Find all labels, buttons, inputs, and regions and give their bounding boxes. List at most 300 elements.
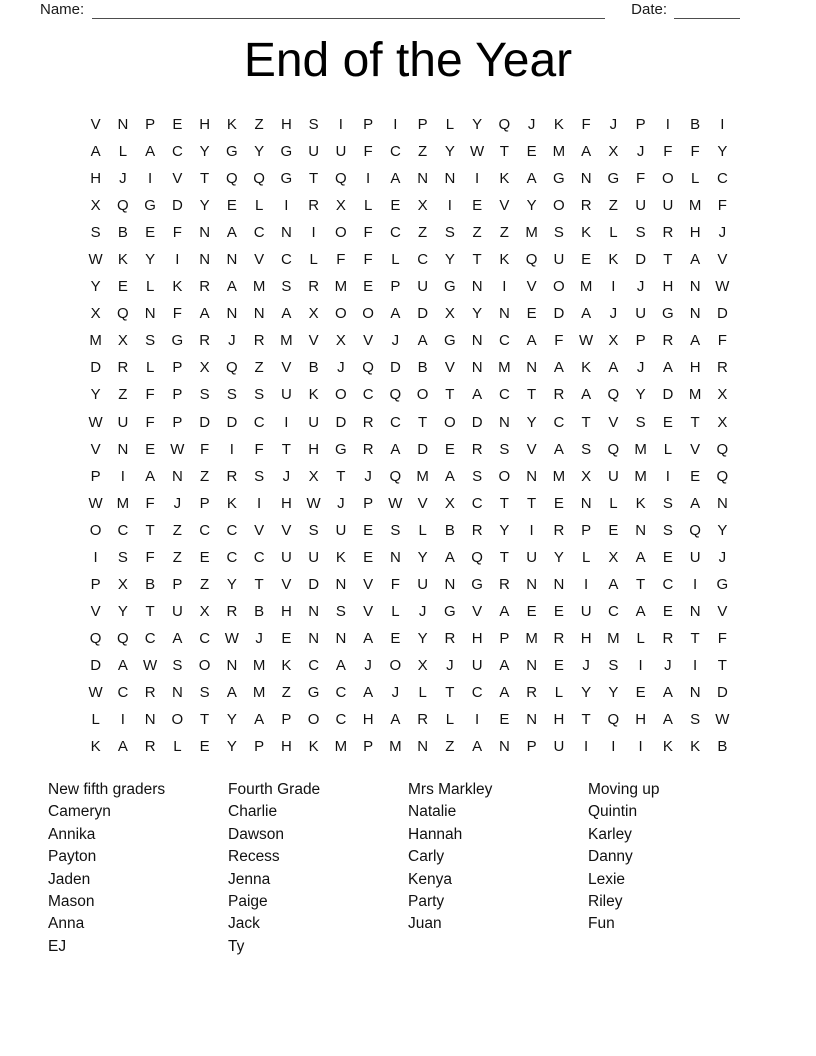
grid-letter: R (444, 629, 456, 647)
grid-letter: J (446, 656, 454, 674)
grid-letter: S (553, 224, 564, 242)
grid-letter: L (663, 440, 673, 458)
word-item: Fun (588, 915, 615, 933)
grid-letter: V (526, 278, 537, 296)
grid-letter: C (226, 548, 238, 566)
word-list (48, 779, 768, 958)
grid-letter: X (717, 413, 728, 431)
grid-letter: E (363, 521, 374, 539)
grid-letter: E (526, 602, 537, 620)
grid-letter: N (335, 575, 347, 593)
grid-letter: S (444, 224, 455, 242)
grid-letter: F (172, 305, 182, 323)
grid-letter: A (390, 170, 401, 188)
grid-letter: J (609, 116, 618, 134)
grid-letter: I (393, 116, 398, 134)
grid-letter: N (144, 711, 156, 729)
grid-letter: O (362, 305, 374, 323)
date-blank-line (674, 3, 740, 19)
grid-letter: I (584, 738, 589, 756)
grid-letter: Z (254, 359, 264, 377)
grid-letter: X (608, 332, 619, 350)
grid-letter: E (526, 305, 537, 323)
grid-letter: O (335, 224, 347, 242)
grid-letter: Z (472, 224, 482, 242)
grid-letter: N (117, 440, 129, 458)
grid-letter: Q (607, 386, 620, 404)
grid-letter: S (635, 224, 646, 242)
grid-letter: C (498, 332, 510, 350)
grid-letter: F (254, 440, 264, 458)
grid-letter: E (608, 521, 619, 539)
grid-letter: Z (118, 386, 128, 404)
grid-letter: G (716, 575, 729, 593)
grid-letter: R (417, 711, 429, 729)
grid-letter: D (308, 575, 320, 593)
grid-letter: M (252, 656, 266, 674)
grid-letter: Y (417, 629, 428, 647)
grid-letter: S (635, 413, 646, 431)
grid-letter: T (499, 143, 509, 161)
grid-letter: R (199, 278, 211, 296)
grid-letter: W (170, 440, 185, 458)
word-item: Lexie (588, 870, 626, 888)
grid-letter: B (145, 575, 156, 593)
grid-letter: Z (418, 224, 428, 242)
grid-letter: A (499, 656, 510, 674)
grid-letter: G (444, 332, 456, 350)
grid-letter: N (689, 684, 701, 701)
word-item: Jenna (228, 870, 271, 888)
grid-letter: P (199, 494, 210, 512)
grid-letter: I (475, 711, 480, 729)
grid-letter: T (445, 386, 455, 404)
grid-letter: U (471, 656, 483, 674)
grid-letter: M (280, 332, 293, 350)
grid-letter: N (308, 629, 320, 647)
grid-letter: E (390, 629, 401, 647)
grid-letter: N (335, 629, 347, 647)
grid-letter: B (717, 738, 728, 756)
grid-letter: A (581, 386, 592, 404)
grid-letter: L (581, 548, 591, 566)
grid-letter: T (200, 711, 210, 729)
grid-letter: Q (226, 359, 238, 377)
grid-letter: Z (281, 684, 291, 701)
grid-letter: S (226, 386, 237, 404)
grid-letter: V (254, 251, 265, 269)
grid-letter: Z (172, 521, 182, 539)
grid-letter: Q (389, 386, 402, 404)
grid-letter: C (171, 143, 183, 161)
grid-letter: E (444, 440, 455, 458)
grid-letter: V (281, 521, 292, 539)
grid-letter: Y (717, 521, 728, 539)
grid-letter: Y (608, 684, 619, 701)
grid-letter: H (280, 738, 292, 756)
grid-letter: R (308, 197, 320, 215)
grid-letter: Q (253, 170, 265, 188)
word-item: Anna (48, 915, 85, 933)
grid-letter: R (662, 629, 674, 647)
grid-letter: A (363, 684, 374, 701)
grid-letter: M (252, 278, 266, 296)
word-item: Fourth Grade (228, 781, 321, 798)
word-item: Annika (48, 825, 96, 843)
grid-letter: O (171, 711, 184, 729)
grid-letter: L (363, 197, 373, 215)
grid-letter: J (337, 359, 345, 377)
word-item: Quintin (588, 803, 638, 821)
grid-letter: Y (526, 413, 537, 431)
grid-letter: X (117, 332, 128, 350)
grid-letter: R (253, 332, 265, 350)
grid-letter: J (282, 467, 291, 485)
grid-letter: A (553, 440, 564, 458)
grid-letter: Q (525, 251, 538, 269)
word-item: Dawson (228, 825, 284, 843)
grid-letter: K (117, 251, 128, 269)
grid-letter: S (308, 116, 319, 134)
grid-letter: E (662, 548, 673, 566)
grid-letter: Q (117, 197, 129, 215)
grid-letter: K (553, 116, 564, 134)
grid-letter: T (499, 494, 509, 512)
grid-letter: Y (145, 251, 156, 269)
grid-letter: O (553, 278, 565, 296)
grid-letter: R (471, 440, 483, 458)
grid-letter: M (334, 278, 348, 296)
grid-letter: U (280, 386, 292, 404)
grid-letter: I (502, 278, 507, 296)
name-label: Name: (40, 1, 85, 18)
grid-letter: W (224, 629, 239, 647)
grid-letter: N (689, 278, 701, 296)
grid-letter: R (144, 684, 156, 701)
grid-letter: L (391, 602, 400, 620)
grid-letter: K (172, 278, 183, 296)
grid-letter: R (308, 278, 320, 296)
grid-letter: R (662, 224, 674, 242)
grid-letter: D (635, 251, 647, 269)
grid-letter: U (171, 602, 183, 620)
grid-letter: M (634, 440, 647, 458)
grid-letter: N (498, 413, 510, 431)
grid-letter: C (553, 413, 565, 431)
grid-letter: N (117, 116, 129, 134)
grid-letter: J (391, 684, 400, 701)
grid-letter: C (417, 251, 429, 269)
grid-letter: S (662, 494, 673, 512)
grid-letter: Y (444, 251, 455, 269)
grid-letter: U (335, 143, 347, 161)
grid-letter: C (362, 386, 374, 404)
grid-letter: L (609, 494, 618, 512)
grid-letter: H (553, 711, 565, 729)
grid-letter: C (253, 413, 265, 431)
grid-letter: W (388, 494, 403, 512)
grid-letter: K (226, 116, 237, 134)
grid-letter: D (417, 440, 429, 458)
grid-letter: U (635, 197, 647, 215)
grid-letter: A (226, 224, 237, 242)
grid-letter: I (611, 738, 616, 756)
word-item: Payton (48, 848, 97, 866)
grid-letter: J (718, 548, 727, 566)
grid-letter: P (90, 467, 101, 485)
grid-letter: V (526, 440, 537, 458)
grid-letter: S (472, 467, 483, 485)
grid-letter: S (117, 548, 128, 566)
grid-letter: N (526, 656, 538, 674)
grid-letter: A (281, 305, 292, 323)
grid-letter: S (254, 467, 265, 485)
grid-letter: C (607, 602, 619, 620)
grid-letter: A (635, 602, 646, 620)
grid-letter: T (254, 575, 264, 593)
grid-letter: X (199, 602, 210, 620)
grid-letter: Y (635, 386, 646, 404)
grid-letter: M (334, 738, 348, 756)
page-title: End of the Year (243, 34, 573, 87)
grid-letter: S (199, 684, 210, 701)
date-label: Date: (631, 1, 667, 18)
grid-letter: T (527, 494, 537, 512)
grid-letter: C (308, 656, 320, 674)
grid-letter: F (690, 143, 700, 161)
grid-letter: N (171, 467, 183, 485)
grid-letter: I (611, 278, 616, 296)
grid-letter: M (552, 143, 566, 161)
grid-letter: S (172, 656, 183, 674)
grid-letter: L (118, 143, 128, 161)
grid-letter: Q (689, 521, 701, 539)
grid-letter: X (90, 305, 101, 323)
grid-letter: T (499, 548, 509, 566)
grid-letter: L (309, 251, 318, 269)
grid-letter: O (416, 386, 429, 404)
grid-letter: V (90, 116, 101, 134)
grid-letter: P (363, 738, 374, 756)
grid-letter: J (527, 116, 536, 134)
grid-letter: F (717, 197, 727, 215)
word-item: Jaden (48, 870, 91, 888)
grid-letter: T (200, 170, 210, 188)
grid-letter: V (717, 251, 728, 269)
grid-letter: H (689, 359, 701, 377)
grid-letter: X (417, 656, 428, 674)
grid-letter: C (199, 521, 211, 539)
grid-letter: X (90, 197, 101, 215)
grid-letter: X (308, 305, 319, 323)
grid-letter: K (499, 251, 510, 269)
grid-letter: X (608, 143, 619, 161)
grid-letter: A (145, 467, 156, 485)
grid-letter: G (471, 575, 483, 593)
grid-letter: M (525, 224, 538, 242)
grid-letter: D (553, 305, 565, 323)
grid-letter: A (690, 494, 701, 512)
grid-letter: J (255, 629, 263, 647)
grid-letter: S (335, 602, 346, 620)
grid-letter: X (717, 386, 728, 404)
grid-letter: I (148, 170, 153, 188)
word-item: Ty (228, 937, 245, 955)
word-item: Hannah (408, 825, 463, 843)
grid-letter: V (363, 575, 374, 593)
grid-letter: S (90, 224, 101, 242)
grid-letter: U (553, 738, 565, 756)
grid-letter: E (553, 656, 564, 674)
word-item: EJ (48, 937, 67, 955)
grid-letter: N (471, 359, 483, 377)
grid-letter: H (362, 711, 374, 729)
grid-letter: H (580, 629, 592, 647)
grid-letter: I (366, 170, 371, 188)
grid-letter: I (584, 575, 589, 593)
grid-letter: T (445, 684, 455, 701)
grid-letter: E (363, 278, 374, 296)
grid-letter: A (117, 656, 128, 674)
grid-letter: C (144, 629, 156, 647)
grid-letter: A (444, 548, 455, 566)
grid-letter: O (553, 197, 565, 215)
grid-letter: Z (254, 116, 264, 134)
grid-letter: S (690, 711, 701, 729)
grid-letter: T (472, 251, 482, 269)
grid-letter: Y (499, 521, 510, 539)
grid-letter: N (171, 684, 183, 701)
grid-letter: G (280, 143, 293, 161)
grid-letter: T (309, 170, 319, 188)
grid-letter: A (390, 711, 401, 729)
grid-letter: Z (418, 143, 428, 161)
grid-letter: E (581, 251, 592, 269)
grid-letter: J (391, 332, 400, 350)
grid-letter: A (254, 711, 265, 729)
grid-letter: I (257, 494, 262, 512)
grid-letter: R (580, 197, 592, 215)
grid-letter: V (363, 602, 374, 620)
grid-letter: X (335, 332, 346, 350)
grid-letter: E (499, 711, 510, 729)
grid-letter: R (716, 359, 728, 377)
grid-letter: N (689, 602, 701, 620)
grid-letter: N (280, 224, 292, 242)
grid-letter: E (553, 494, 564, 512)
grid-letter: U (117, 413, 129, 431)
grid-letter: S (199, 386, 210, 404)
grid-letter: F (363, 251, 373, 269)
grid-letter: J (364, 656, 372, 674)
grid-letter: T (690, 629, 700, 647)
grid-letter: X (308, 467, 319, 485)
word-item: Natalie (408, 803, 457, 821)
grid-letter: W (88, 494, 103, 512)
grid-letter: P (635, 116, 646, 134)
grid-letter: G (171, 332, 184, 350)
word-item: Mason (48, 893, 95, 911)
grid-letter: T (418, 413, 428, 431)
grid-letter: C (471, 494, 483, 512)
grid-letter: C (226, 521, 238, 539)
grid-letter: Z (608, 197, 618, 215)
grid-letter: A (444, 467, 455, 485)
word-list-column (408, 779, 588, 958)
grid-letter: J (228, 332, 236, 350)
grid-letter: J (364, 467, 372, 485)
grid-letter: S (145, 332, 156, 350)
grid-letter: D (662, 386, 674, 404)
grid-letter: J (173, 494, 182, 512)
grid-letter: Q (498, 116, 511, 134)
grid-letter: H (90, 170, 102, 188)
grid-letter: V (281, 359, 292, 377)
grid-letter: M (552, 467, 566, 485)
grid-letter: X (199, 359, 210, 377)
grid-letter: G (553, 170, 565, 188)
grid-letter: K (308, 738, 319, 756)
grid-letter: A (199, 305, 210, 323)
grid-letter: I (693, 575, 698, 593)
grid-letter: Q (389, 467, 402, 485)
grid-letter: F (145, 386, 155, 404)
grid-letter: W (715, 711, 730, 729)
grid-letter: X (417, 197, 428, 215)
grid-letter: I (284, 197, 289, 215)
grid-letter: U (553, 251, 565, 269)
grid-letter: D (716, 305, 728, 323)
grid-letter: D (417, 305, 429, 323)
grid-letter: W (470, 143, 485, 161)
grid-letter: S (254, 386, 265, 404)
word-item: New fifth graders (48, 781, 166, 798)
grid-letter: U (308, 548, 320, 566)
grid-letter: Z (499, 224, 509, 242)
grid-letter: D (716, 684, 728, 701)
grid-letter: I (693, 656, 698, 674)
grid-letter: K (635, 494, 646, 512)
grid-letter: V (281, 575, 292, 593)
grid-letter: D (389, 359, 401, 377)
grid-letter: E (145, 224, 156, 242)
grid-letter: G (144, 197, 156, 215)
header (40, 1, 740, 19)
grid-letter: A (608, 359, 619, 377)
grid-letter: Q (362, 359, 374, 377)
grid-letter: R (117, 359, 129, 377)
grid-letter: P (363, 494, 374, 512)
grid-letter: O (444, 413, 456, 431)
grid-letter: T (663, 251, 673, 269)
name-blank-line (92, 3, 605, 19)
grid-letter: C (199, 629, 211, 647)
grid-letter: N (444, 170, 456, 188)
grid-letter: A (608, 575, 619, 593)
grid-letter: P (172, 386, 183, 404)
grid-letter: N (716, 494, 728, 512)
word-item: Mrs Markley (408, 781, 493, 798)
grid-letter: A (690, 251, 701, 269)
grid-letter: A (662, 711, 673, 729)
grid-letter: L (445, 116, 455, 134)
grid-letter: U (607, 467, 619, 485)
grid-letter: N (471, 332, 483, 350)
grid-letter: P (581, 521, 592, 539)
grid-letter: F (363, 143, 373, 161)
grid-letter: J (337, 494, 345, 512)
grid-letter: N (226, 251, 238, 269)
